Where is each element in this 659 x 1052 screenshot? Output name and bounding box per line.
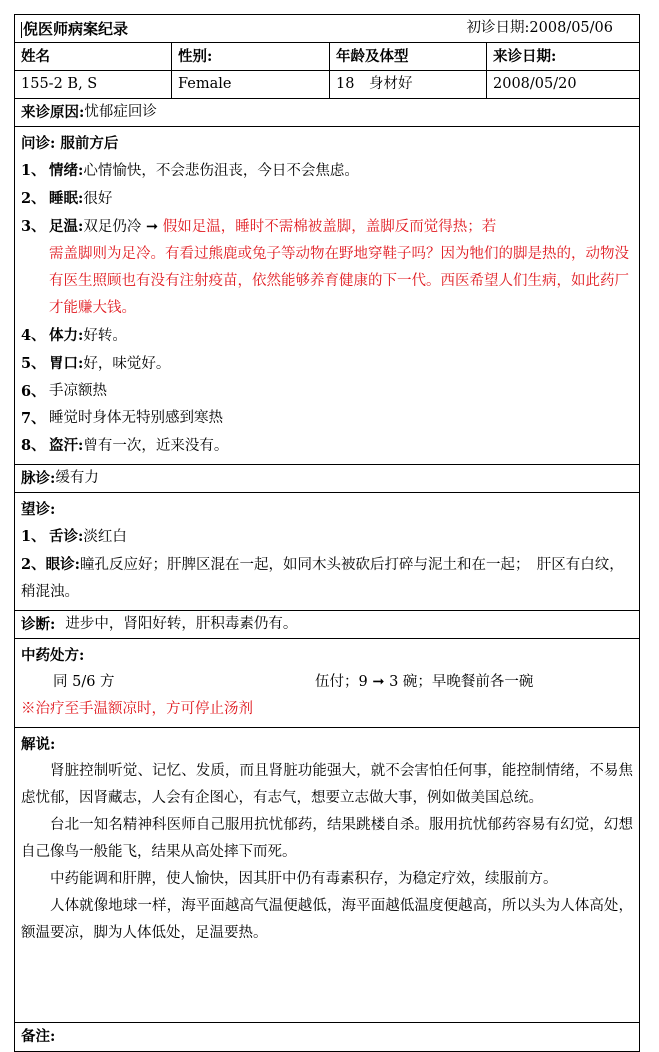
foot-temp-note-first: 假如足温，睡时不需棉被盖脚，盖脚反而觉得热；若 [162,219,497,235]
gender-header: 性别: [172,43,330,70]
observation-title: 望诊: [21,501,56,518]
explanation-paragraph: 肾脏控制听觉、记忆、发质，而且肾脏功能强大，就不会害怕任何事，能控制情绪，不易焦虑忧郁，因肾藏志，人会有企图心，有志气，想要立志做大事，例如做美国总统。 [21,763,633,806]
medical-record-form [14,14,640,1052]
inquiry-item-foot-temp [21,213,633,241]
item-label: 体力: [49,327,84,344]
age-build-header: 年龄及体型 [330,43,487,70]
tongue-label: 舌诊: [49,528,84,545]
visit-reason-label: 来诊原因: [21,103,85,121]
patient-id: 155-2 B, S [15,71,172,98]
item-text: 很好 [83,191,113,207]
item-number: 6、 [21,383,46,400]
item-number: 8、 [21,437,46,454]
prescription-warning: ※治疗至手温额凉时，方可停止汤剂 [21,701,253,717]
inquiry-item-hand-forehead [21,378,633,405]
item-text: 睡觉时身体无特别感到寒热 [49,410,223,426]
diagnosis-row [15,611,639,639]
item-number: 1、 [21,162,46,179]
tongue-text: 淡红白 [83,529,127,545]
first-visit [467,20,613,37]
item-number: 7、 [21,410,46,427]
eye-diagnosis [21,551,633,606]
visit-reason-row [15,99,639,127]
info-header-row [15,43,639,71]
item-text: 好，味觉好。 [83,356,171,372]
first-visit-label: 初诊日期: [466,19,530,36]
prescription-title: 中药处方: [21,647,85,664]
explanation-title: 解说: [21,736,56,753]
age-build-value: 18 身材好 [330,71,487,98]
gender-value: Female [172,71,330,98]
eye-text: 瞳孔反应好；肝脾区混在一起，如同木头被砍后打碎与泥土和在一起； 肝区有白纹，稍混浊。 [21,557,624,600]
visit-date-header: 来诊日期: [493,47,557,65]
eye-label: 眼诊: [45,556,80,573]
item-text: 好转。 [83,328,127,344]
visit-date-value: 2008/05/20 [493,75,577,92]
tongue-diagnosis [21,523,633,551]
diagnosis-value: 进步中，肾阳好转，肝积毒素仍有。 [65,615,298,632]
item-number: 5、 [21,355,46,372]
explanation-paragraph: 人体就像地球一样，海平面越高气温便越低，海平面越低温度便越高，所以头为人体高处，额温要凉，脚为人体低处，足温要热。 [21,898,633,941]
inquiry-item-mood [21,157,633,185]
item-text: 心情愉快，不会悲伤沮丧，今日不会焦虑。 [83,163,359,179]
visit-reason-value: 忧郁症回诊 [84,103,157,120]
inquiry-item-sleep-temp [21,405,633,432]
explanation-paragraph: 中药能调和肝脾，使人愉快，因其肝中仍有毒素积存，为稳定疗效，续服前方。 [50,871,558,887]
item-label: 盗汗: [49,437,84,454]
pulse-value: 缓有力 [55,469,99,486]
remarks-row [15,1023,639,1051]
inquiry-item-appetite [21,350,633,378]
header-row [15,15,639,43]
formula: 同 5/6 方 [53,674,115,690]
item-number: 1、 [21,528,46,545]
item-number: 4、 [21,327,46,344]
first-visit-date: 2008/05/06 [529,19,613,36]
item-text: 曾有一次，近来没有。 [83,438,229,454]
record-title [21,20,128,38]
inquiry-item-energy [21,322,633,350]
prescription-line [21,669,633,696]
inquiry-item-night-sweat [21,432,633,460]
prescription-section [15,639,639,728]
inquiry-title: 问诊: 服前方后 [21,135,119,152]
diagnosis-label: 诊断: [21,615,56,633]
item-number: 2、 [21,190,46,207]
item-number: 3、 [21,218,46,235]
foot-temp-note: 需盖脚则为足冷。有看过熊鹿或兔子等动物在野地穿鞋子吗？因为牠们的脚是热的，动物没有医生照顾也有没有注射疫苗，依然能够养育健康的下一代。西医希望人们生病，如此药厂才能赚大钱。 [49,246,629,316]
dosage: 伍付；9 ➞ 3 碗；早晚餐前各一碗 [315,674,534,690]
item-label: 睡眠: [49,190,84,207]
item-label: 胃口: [49,355,84,372]
info-value-row [15,71,639,99]
item-label: 情绪: [49,162,84,179]
item-number: 2、 [21,556,46,573]
inquiry-item-sleep [21,185,633,213]
observation-section [15,493,639,611]
text-cursor [21,22,22,38]
pulse-row [15,465,639,493]
item-label: 足温: [49,218,84,235]
explanation-section [15,728,639,1023]
remarks-label: 备注: [21,1028,56,1046]
name-header: 姓名 [15,43,172,70]
item-text: 双足仍冷 ➞ [83,219,163,235]
inquiry-section [15,127,639,465]
pulse-label: 脉诊: [21,469,56,487]
record-title-text: 倪医师病案纪录 [23,19,129,38]
explanation-paragraph: 台北一知名精神科医师自己服用抗忧郁药，结果跳楼自杀。服用抗忧郁药容易有幻觉，幻想自己像鸟一般能飞，结果从高处摔下而死。 [21,817,633,860]
item-text: 手凉额热 [49,383,107,399]
